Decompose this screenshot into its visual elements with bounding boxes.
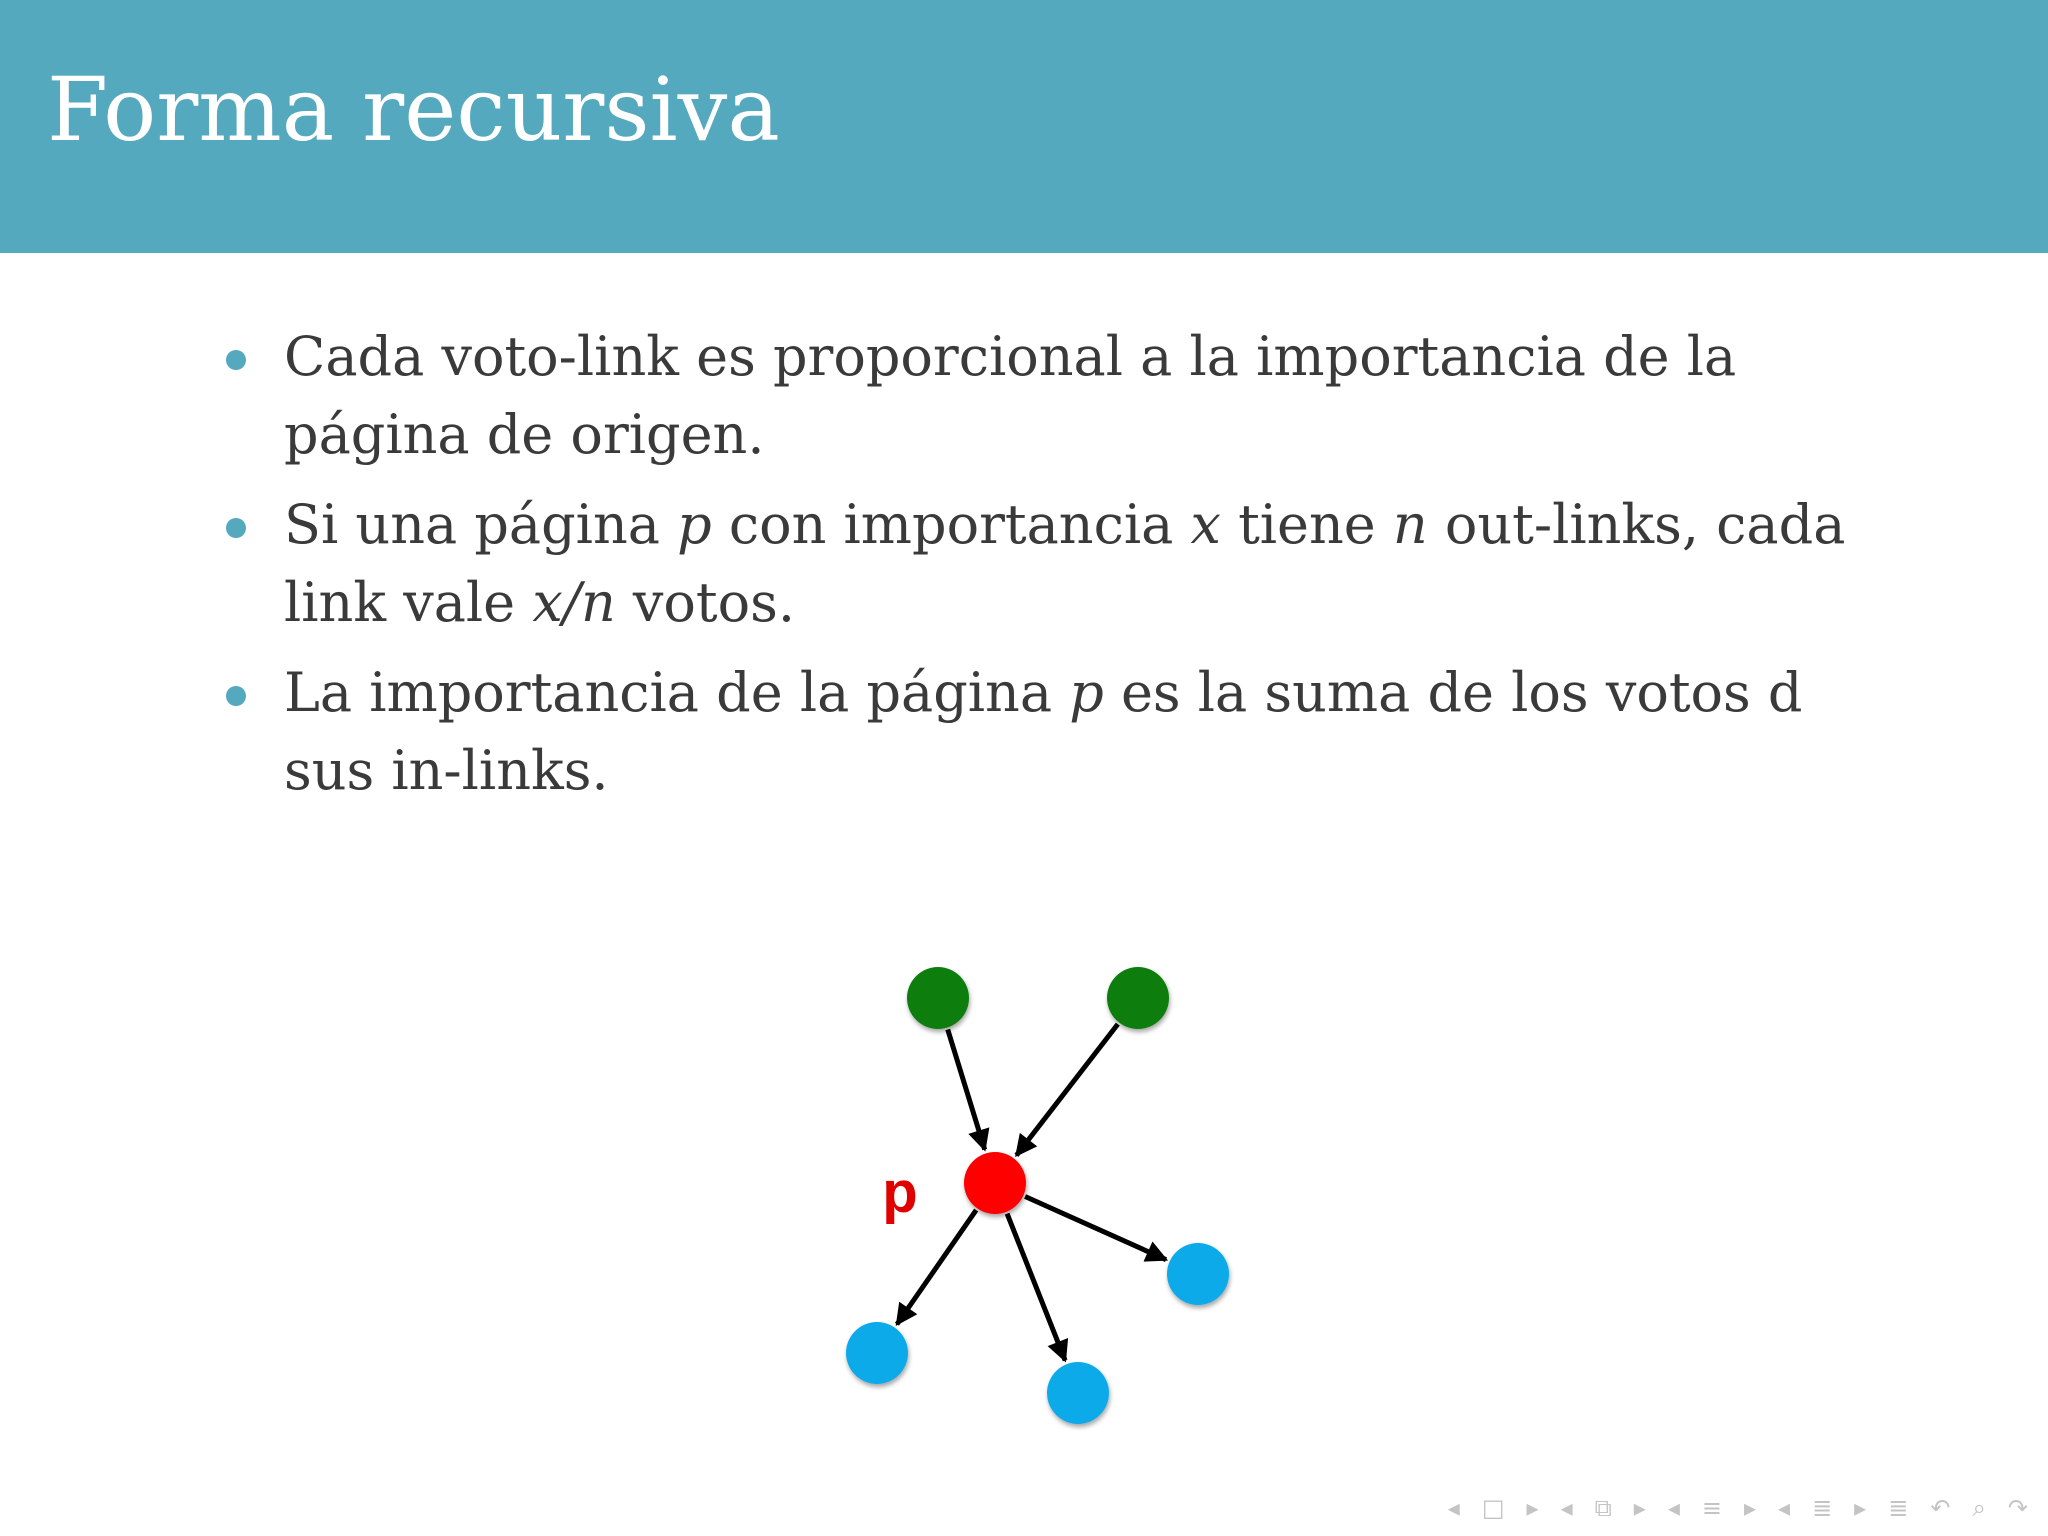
edge-arrow-in1-p: [948, 1030, 985, 1150]
align-icon[interactable]: ≣: [1812, 1494, 1833, 1522]
bullet-text: out-links, cada link vale: [284, 493, 1846, 634]
bullet-text: La importancia de la página: [284, 661, 1070, 724]
edge-arrow-in2-p: [1016, 1024, 1117, 1155]
nav-next-icon[interactable]: ▸: [1854, 1494, 1867, 1522]
math-variable: p: [677, 493, 712, 556]
math-variable: n: [1392, 493, 1428, 556]
nav-prev-icon[interactable]: ◂: [1447, 1494, 1460, 1522]
nav-prev-icon[interactable]: ◂: [1560, 1494, 1573, 1522]
bullet-text: es la suma de los votos d sus in-links.: [284, 661, 1803, 802]
subsection-icon[interactable]: ⧉: [1594, 1494, 1612, 1522]
nav-next-icon[interactable]: ▸: [1526, 1494, 1539, 1522]
undo-icon[interactable]: ↶: [1930, 1494, 1951, 1522]
nav-next-icon[interactable]: ▸: [1743, 1494, 1757, 1522]
align-icon[interactable]: ≣: [1888, 1494, 1909, 1522]
nav-prev-icon[interactable]: ◂: [1778, 1494, 1791, 1522]
slide-title: Forma recursiva: [47, 58, 780, 161]
section-icon[interactable]: ≡: [1701, 1494, 1722, 1522]
edge-arrow-p-out2: [1007, 1214, 1065, 1361]
frame-icon[interactable]: □: [1481, 1494, 1505, 1522]
edge-arrow-p-out1: [897, 1210, 976, 1324]
page-p-label: p: [882, 1160, 918, 1225]
math-variable: x: [1190, 493, 1221, 556]
bullet-text: Si una página: [284, 493, 678, 556]
in-link-node: [907, 967, 969, 1029]
bullet-text: con importancia: [711, 493, 1191, 556]
nav-next-icon[interactable]: ▸: [1633, 1494, 1646, 1522]
redo-icon[interactable]: ↷: [2007, 1494, 2028, 1522]
out-link-node: [1167, 1243, 1229, 1305]
page-p-node: [964, 1152, 1026, 1214]
nav-prev-icon[interactable]: ◂: [1667, 1494, 1680, 1522]
out-link-node: [1047, 1362, 1109, 1424]
search-icon[interactable]: ⌕: [1972, 1494, 1986, 1522]
in-link-node: [1107, 967, 1169, 1029]
bullet-text: votos.: [615, 571, 796, 634]
bullet-text: Cada voto-link es proporcional a la importancia de la página de origen.: [284, 325, 1737, 466]
math-variable: x/n: [532, 571, 616, 634]
bullet-text: tiene: [1220, 493, 1393, 556]
out-link-node: [846, 1322, 908, 1384]
edge-arrow-p-out3: [1025, 1196, 1166, 1259]
beamer-navigation-bar: [1448, 1494, 2028, 1522]
math-variable: p: [1069, 661, 1104, 724]
